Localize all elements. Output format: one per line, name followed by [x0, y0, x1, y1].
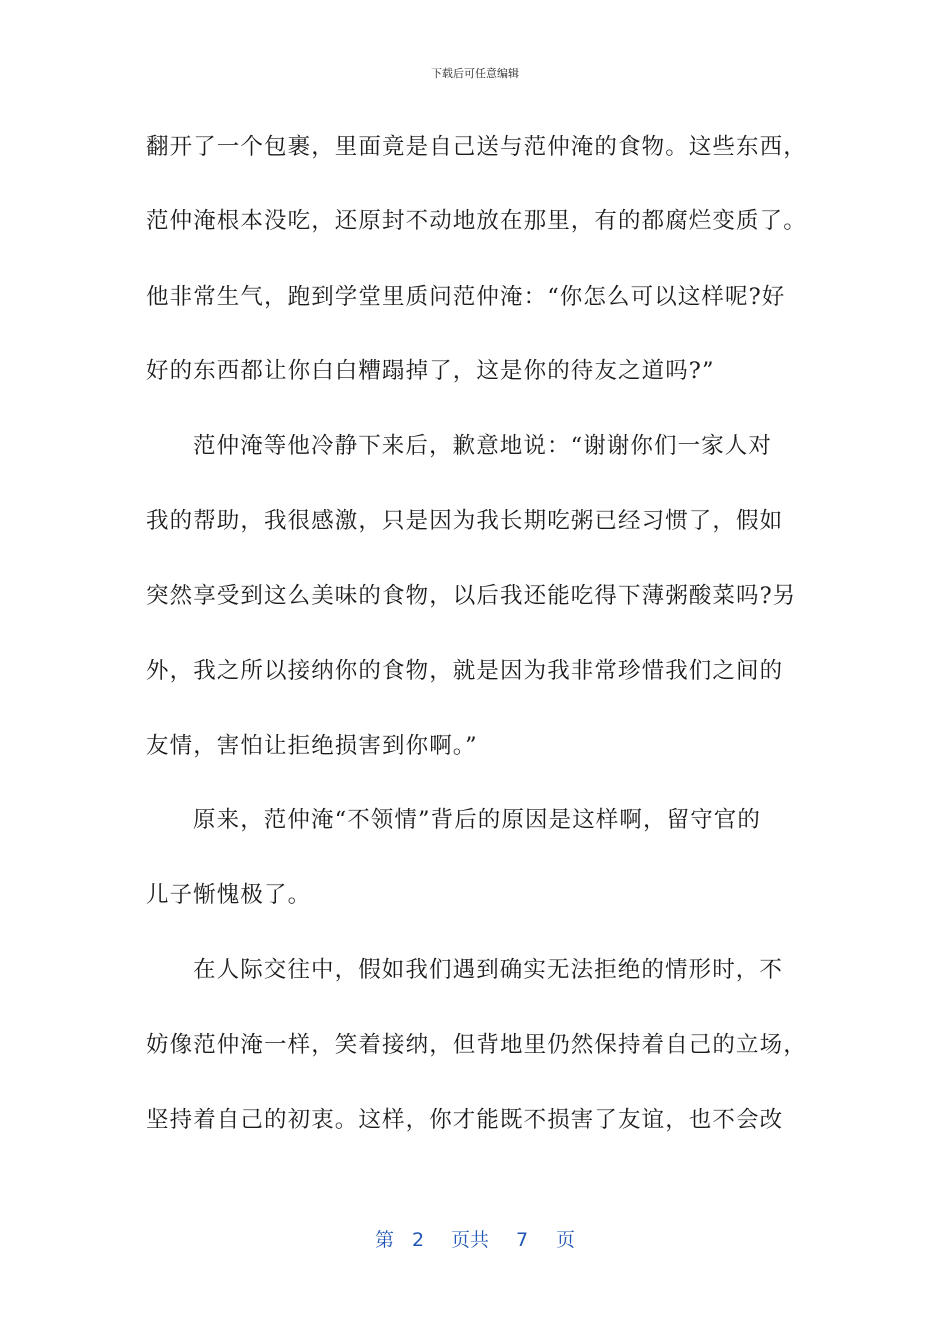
page-footer [0, 1226, 950, 1254]
page-word: 第 [375, 1229, 395, 1251]
text-line: 突然享受到这么美味的食物，以后我还能吃得下薄粥酸菜吗?另 [146, 583, 797, 609]
text-line: 友情，害怕让拒绝损害到你啊。” [146, 733, 478, 759]
page-header: 下载后可任意编辑 [431, 67, 519, 80]
text-line: 外，我之所以接纳你的食物，就是因为我非常珍惜我们之间的 [146, 658, 784, 684]
text-line: 他非常生气，跑到学堂里质问范仲淹：“你怎么可以这样呢?好 [146, 284, 786, 310]
total-word: 页共 [451, 1229, 490, 1251]
paragraph-start-line: 原来，范仲淹“不领情”背后的原因是这样啊，留守官的 [193, 807, 762, 833]
total-pages: 7 [516, 1229, 529, 1251]
page-suffix: 页 [556, 1229, 576, 1251]
text-line: 好的东西都让你白白糟蹋掉了，这是你的待友之道吗?” [146, 358, 715, 384]
text-line: 妨像范仲淹一样，笑着接纳，但背地里仍然保持着自己的立场， [146, 1032, 807, 1058]
paragraph-start-line: 在人际交往中，假如我们遇到确实无法拒绝的情形时，不 [193, 957, 784, 983]
paragraph-start-line: 范仲淹等他冷静下来后，歉意地说：“谢谢你们一家人对 [193, 433, 773, 459]
text-line: 坚持着自己的初衷。这样，你才能既不损害了友谊，也不会改 [146, 1107, 784, 1133]
text-line: 儿子惭愧极了。 [146, 882, 312, 908]
text-line: 翻开了一个包裹，里面竟是自己送与范仲淹的食物。这些东西， [146, 134, 807, 160]
page-number: 2 [412, 1229, 425, 1251]
text-line: 我的帮助，我很感激，只是因为我长期吃粥已经习惯了，假如 [146, 508, 784, 534]
text-line: 范仲淹根本没吃，还原封不动地放在那里，有的都腐烂变质了。 [146, 208, 807, 234]
